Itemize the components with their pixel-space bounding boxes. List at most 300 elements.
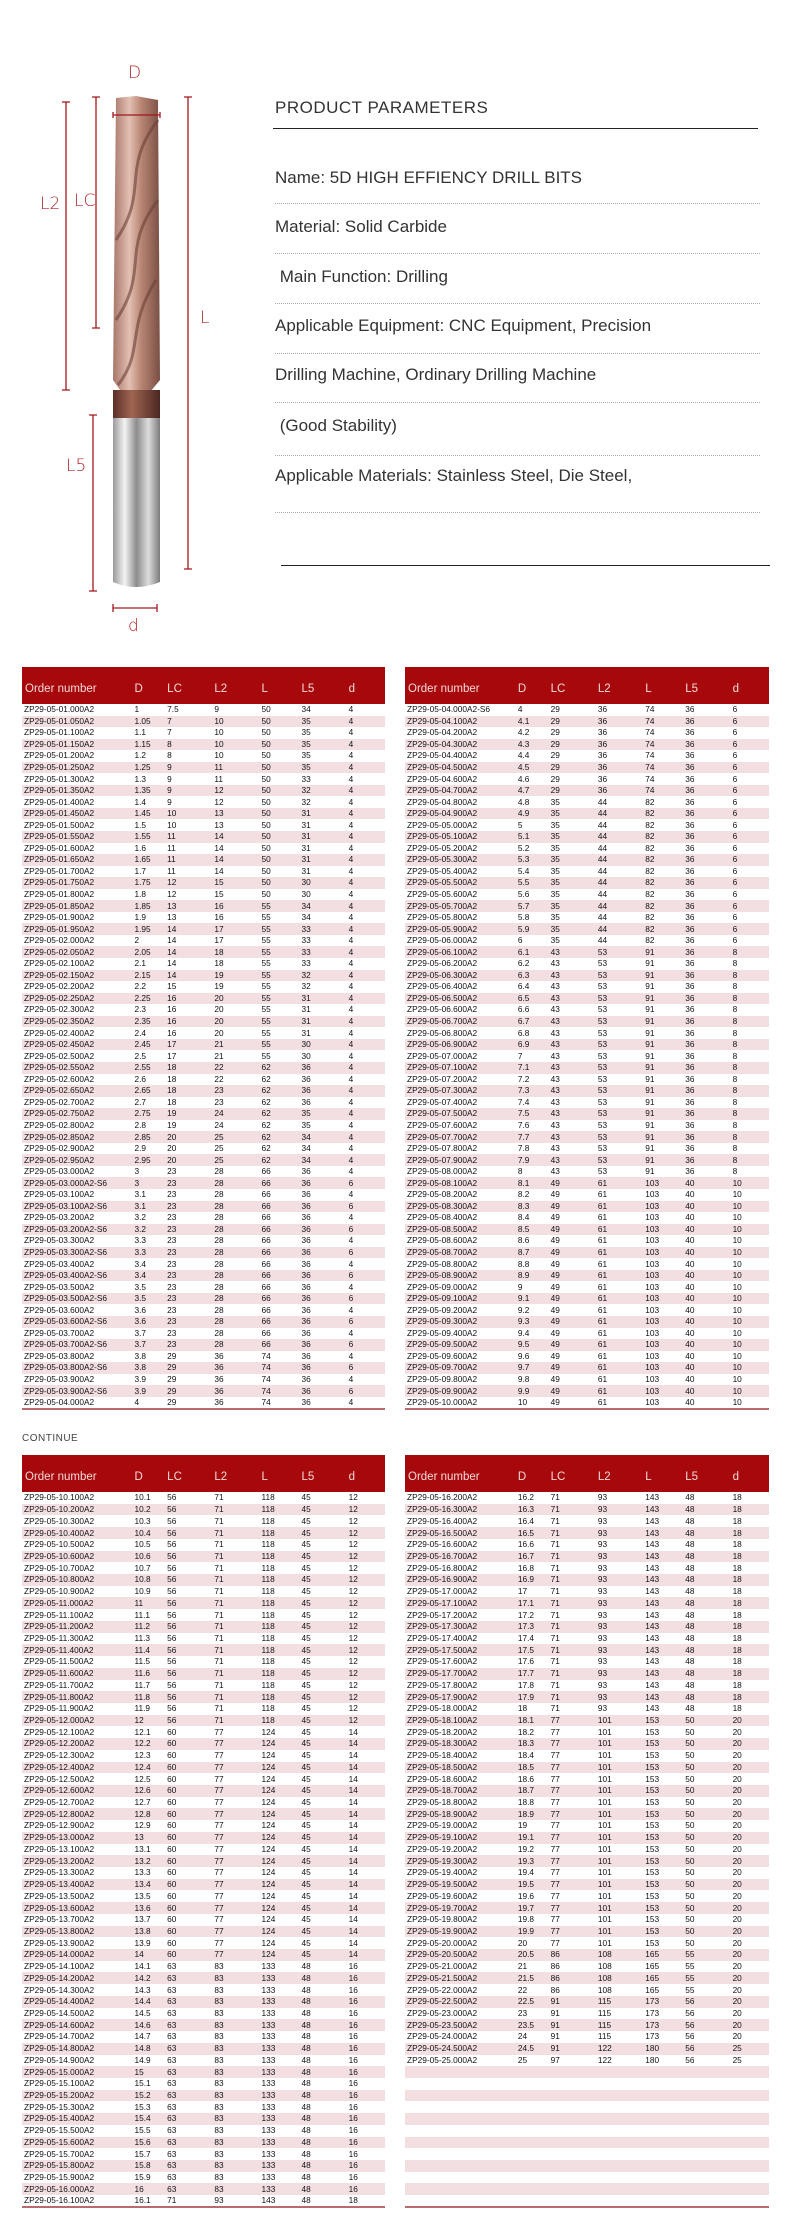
cell-l: 74 [645,716,685,728]
cell-l2: 83 [214,1996,261,2008]
cell-lc: 43 [551,1062,598,1074]
cell-l5: 36 [301,1177,348,1189]
cell-l2: 101 [598,1855,645,1867]
cell-order-number: ZP29-05-05.400A2 [407,865,478,876]
cell-l5: 36 [301,1073,311,1084]
cell-l2: 18 [214,946,261,958]
cell-l5: 33 [301,946,348,958]
cell-lc: 56 [167,1527,214,1539]
cell-d-diameter: 5.5 [518,877,551,889]
cell-l5: 36 [301,1304,311,1315]
cell-shank-d: 6 [732,912,738,923]
cell-l: 91 [645,981,655,992]
cell-shank-d: 12 [349,1715,385,1727]
cell-order-number: ZP29-05-13.000A2 [22,1832,135,1844]
cell-order-number: ZP29-05-07.000A2 [407,1050,478,1061]
cell-l5: 34 [301,900,348,912]
cell-l5: 36 [685,1085,732,1097]
cell-l: 62 [261,1119,271,1130]
table-row [405,1867,769,1879]
table-row [22,1039,385,1051]
cell-order-number: ZP29-05-20.000A2 [407,1937,478,1948]
cell-l2: 77 [214,1949,261,1961]
cell-l2: 36 [598,739,645,751]
cell-d-diameter: 4 [134,1396,140,1407]
cell-d-diameter: 3.3 [134,1235,147,1246]
cell-lc: 14 [167,935,177,946]
cell-lc: 14 [167,970,214,982]
table-row [405,796,769,808]
cell-d-diameter: 13 [135,1832,168,1844]
cell-shank-d: 25 [732,2054,742,2065]
cell-lc: 77 [551,1902,598,1914]
cell-l: 143 [645,1621,685,1633]
table-row [405,1879,769,1891]
cell-shank-d: 12 [348,1539,358,1550]
cell-lc: 49 [550,1373,560,1384]
cell-l5: 35 [301,762,348,774]
table-row [405,1691,769,1703]
cell-lc: 56 [167,1691,214,1703]
cell-lc: 29 [550,773,560,784]
cell-d-diameter: 8.1 [518,1177,551,1189]
cell-d-diameter: 8 [517,1166,523,1177]
cell-lc [551,2172,598,2184]
table-row [22,1189,385,1201]
cell-l5: 40 [685,1373,695,1384]
cell-lc: 63 [167,2183,214,2195]
cell-l: 50 [261,889,271,900]
cell-l: 66 [262,1201,302,1213]
cell-l5: 50 [685,1762,732,1774]
param-equipment-cont: Drilling Machine, Ordinary Drilling Machine [275,365,597,384]
cell-order-number: ZP29-05-09.600A2 [407,1350,478,1361]
cell-l5: 48 [685,1539,695,1550]
cell-l5: 36 [301,1350,311,1361]
cell-order-number: ZP29-05-15.900A2 [24,2172,95,2183]
cell-lc: 49 [551,1385,598,1397]
cell-l: 91 [645,1119,655,1130]
cell-shank-d: 10 [733,1293,769,1305]
cell-l5: 36 [301,1270,348,1282]
cell-order-number: ZP29-05-03.100A2 [24,1189,95,1200]
cell-l2: 53 [598,993,645,1005]
cell-shank-d [733,2090,769,2102]
cell-l2: 101 [597,1867,612,1878]
cell-l: 82 [645,877,685,889]
cell-l2: 71 [214,1586,224,1597]
drill-body [113,96,160,587]
cell-order-number: ZP29-05-01.900A2 [24,912,95,923]
cell-l [645,2113,685,2125]
cell-l2: 36 [214,1396,224,1407]
cell-order-number: ZP29-05-02.300A2 [24,1004,95,1015]
cell-l2: 12 [214,796,224,807]
cell-l: 82 [645,923,685,935]
table-row [405,1362,769,1374]
cell-order-number: ZP29-05-12.000A2 [22,1715,135,1727]
table-row [22,2066,385,2078]
table-row [22,773,385,785]
cell-lc: 14 [167,958,177,969]
cell-order-number: ZP29-05-09.000A2 [407,1281,478,1292]
cell-l2: 16 [214,912,224,923]
cell-l2: 28 [214,1177,261,1189]
cell-d-diameter: 14.7 [134,2031,151,2042]
cell-l2: 83 [214,2019,261,2031]
table-row [405,1914,769,1926]
table-row [22,1914,385,1926]
column-header-l5: L5 [301,667,348,704]
cell-lc: 56 [167,1515,177,1526]
table-row [22,981,385,993]
cell-lc: 35 [550,842,560,853]
cell-l: 103 [645,1362,685,1374]
cell-d-diameter: 15.8 [135,2160,168,2172]
table-row [405,1166,769,1178]
cell-shank-d: 16 [348,1984,358,1995]
cell-l: 153 [645,1914,660,1925]
cell-l5: 48 [685,1515,695,1526]
cell-l: 133 [261,2031,276,2042]
cell-lc: 20 [167,1154,214,1166]
cell-l: 50 [261,819,271,830]
cell-d-diameter: 14.3 [134,1984,151,1995]
cell-order-number: ZP29-05-08.100A2 [405,1177,518,1189]
table-row [405,1832,769,1844]
cell-shank-d: 8 [733,946,769,958]
cell-l5: 45 [301,1750,311,1761]
cell-l2: 93 [598,1691,645,1703]
cell-order-number: ZP29-05-13.600A2 [22,1902,135,1914]
cell-order-number: ZP29-05-08.900A2 [405,1270,518,1282]
cell-d-diameter: 2.25 [135,993,168,1005]
cell-d-diameter: 8.9 [518,1270,551,1282]
cell-l5: 48 [301,1972,348,1984]
cell-l: 103 [645,1304,660,1315]
cell-shank-d: 20 [733,1855,769,1867]
cell-shank-d: 10 [732,1396,742,1407]
cell-lc: 43 [550,1119,560,1130]
cell-l: 153 [645,1808,685,1820]
cell-lc: 77 [550,1773,560,1784]
table-row [22,1621,385,1633]
cell-l: 66 [261,1281,271,1292]
cell-shank-d: 6 [732,796,738,807]
cell-lc: 23 [167,1247,214,1259]
table-row [22,1972,385,1984]
cell-lc: 71 [551,1574,598,1586]
cell-l2: 93 [598,1621,645,1633]
cell-order-number: ZP29-05-19.800A2 [407,1914,478,1925]
cell-shank-d: 14 [348,1867,358,1878]
cell-lc: 86 [551,1972,598,1984]
cell-d-diameter: 1.45 [135,808,168,820]
cell-d-diameter: 6.3 [518,970,551,982]
cell-l5: 36 [685,842,695,853]
cell-lc: 63 [167,2090,214,2102]
cell-order-number: ZP29-05-01.100A2 [24,727,95,738]
cell-order-number: ZP29-05-14.000A2 [22,1949,135,1961]
cell-shank-d: 18 [733,1574,769,1586]
cell-l5: 50 [685,1937,695,1948]
table-row [405,1633,769,1645]
cell-lc: 23 [167,1166,177,1177]
table-row [405,1016,769,1028]
cell-lc: 56 [167,1609,177,1620]
cell-d-diameter: 4.4 [517,750,530,761]
cell-l2: 77 [214,1879,261,1891]
cell-l: 82 [645,819,655,830]
cell-shank-d: 20 [733,1879,769,1891]
cell-lc: 29 [550,727,560,738]
cell-d-diameter: 2.4 [134,1027,147,1038]
cell-l5: 36 [301,1281,311,1292]
cell-lc: 23 [167,1316,214,1328]
cell-shank-d: 6 [732,727,738,738]
cell-l5: 50 [685,1855,732,1867]
divider [275,203,760,204]
cell-l5: 45 [301,1738,348,1750]
cell-d-diameter: 3.1 [134,1189,147,1200]
cell-order-number: ZP29-05-12.600A2 [22,1785,135,1797]
cell-l: 55 [262,1016,302,1028]
cell-l5: 36 [685,1073,695,1084]
cell-lc: 71 [550,1586,560,1597]
cell-l5: 48 [301,1984,311,1995]
table-row [22,1074,385,1086]
cell-order-number: ZP29-05-17.300A2 [405,1621,518,1633]
cell-shank-d: 8 [732,1119,738,1130]
cell-d-diameter: 12.7 [134,1797,151,1808]
cell-order-number: ZP29-05-18.800A2 [407,1797,478,1808]
cell-l2 [598,2101,645,2113]
cell-l5: 45 [301,1808,348,1820]
cell-d-diameter: 1.1 [134,727,147,738]
table-row [405,2008,769,2020]
cell-shank-d: 8 [733,1085,769,1097]
cell-d-diameter: 2.55 [135,1062,168,1074]
cell-shank-d: 12 [349,1574,385,1586]
table-row [22,1949,385,1961]
cell-l2: 53 [598,970,645,982]
cell-d-diameter: 17.4 [517,1632,534,1643]
cell-shank-d: 4 [348,819,354,830]
cell-l2: 61 [597,1396,608,1407]
cell-shank-d: 4 [348,704,354,715]
cell-order-number: ZP29-05-17.600A2 [407,1656,478,1667]
cell-l5: 40 [685,1316,732,1328]
cell-lc: 35 [550,865,560,876]
cell-l: 143 [645,1609,660,1620]
cell-order-number: ZP29-05-10.700A2 [24,1562,95,1573]
empty-table-row [405,2195,769,2207]
cell-lc: 23 [167,1201,214,1213]
table-row [22,2195,385,2207]
cell-l: 173 [645,2007,660,2018]
cell-d-diameter: 17.1 [518,1597,551,1609]
cell-order-number [405,2078,518,2090]
cell-shank-d: 4 [349,739,385,751]
cell-lc [551,2125,598,2137]
cell-d-diameter: 19.7 [518,1902,551,1914]
cell-l5: 40 [685,1235,695,1246]
table-row [22,866,385,878]
cell-shank-d: 4 [348,1304,354,1315]
cell-shank-d: 4 [348,1189,354,1200]
cell-l5: 32 [301,970,348,982]
table-row [405,900,769,912]
cell-order-number: ZP29-05-01.050A2 [22,716,135,728]
cell-shank-d [733,2113,769,2125]
cell-l5: 48 [301,2043,348,2055]
cell-l: 66 [262,1247,302,1259]
cell-l: 50 [262,762,302,774]
table-row [22,1597,385,1609]
cell-d-diameter: 6.7 [518,1016,551,1028]
table-row [22,1797,385,1809]
cell-l: 118 [262,1644,302,1656]
cell-l: 143 [645,1632,660,1643]
cell-lc: 77 [551,1855,598,1867]
cell-order-number: ZP29-05-03.900A2-S6 [22,1385,135,1397]
table-row [22,1562,385,1574]
cell-l: 62 [261,1143,271,1154]
cell-order-number: ZP29-05-12.400A2 [22,1762,135,1774]
cell-d-diameter: 2.65 [135,1085,168,1097]
cell-lc: 63 [167,1996,214,2008]
cell-l5: 50 [685,1726,695,1737]
cell-l [645,2172,685,2184]
cell-d-diameter: 3.6 [134,1304,147,1315]
cell-l5: 36 [685,1004,695,1015]
cell-lc: 71 [550,1679,560,1690]
cell-lc: 71 [551,1644,598,1656]
cell-l2: 61 [597,1189,608,1200]
cell-shank-d: 8 [732,1004,738,1015]
table-header-row [22,667,385,704]
cell-l: 118 [261,1609,275,1620]
cell-l5: 36 [301,1385,348,1397]
table-row [405,946,769,958]
cell-l5: 50 [685,1773,695,1784]
table-row [405,1890,769,1902]
table-row [22,2101,385,2113]
cell-order-number: ZP29-05-14.300A2 [24,1984,95,1995]
cell-l5: 30 [301,1050,311,1061]
cell-shank-d: 6 [733,739,769,751]
cell-l5: 36 [685,1166,695,1177]
cell-d-diameter: 13.8 [135,1926,168,1938]
cell-shank-d: 12 [349,1527,385,1539]
cell-d-diameter: 25 [517,2054,528,2065]
cell-shank-d: 4 [349,993,385,1005]
cell-l: 118 [261,1515,275,1526]
cell-d-diameter: 2.95 [135,1154,168,1166]
cell-order-number: ZP29-05-14.500A2 [24,2007,95,2018]
cell-l: 124 [261,1820,276,1831]
cell-d-diameter: 9.8 [517,1373,530,1384]
cell-d-diameter: 5.4 [517,865,530,876]
table-row [405,773,769,785]
table-row [405,1597,769,1609]
cell-shank-d: 4 [349,923,385,935]
cell-l2: 36 [214,1373,224,1384]
cell-lc: 60 [167,1867,177,1878]
cell-order-number: ZP29-05-10.200A2 [22,1504,135,1516]
cell-order-number: ZP29-05-03.600A2-S6 [22,1316,135,1328]
table-row [405,1374,769,1386]
cell-lc: 43 [551,1039,598,1051]
cell-l: 143 [645,1597,685,1609]
cell-l2: 71 [214,1539,224,1550]
cell-l5: 36 [301,1166,311,1177]
cell-l2: 61 [597,1235,608,1246]
cell-l5: 50 [685,1808,732,1820]
cell-l: 50 [262,739,302,751]
cell-d-diameter: 2.2 [134,981,147,992]
table-row [22,1281,385,1293]
table-row [405,970,769,982]
cell-order-number: ZP29-05-03.600A2 [24,1304,95,1315]
cell-lc: 56 [167,1504,214,1516]
cell-shank-d: 8 [732,1073,738,1084]
cell-l: 66 [261,1258,271,1269]
cell-l2: 44 [598,900,645,912]
cell-d-diameter: 7.4 [517,1096,530,1107]
cell-l2: 53 [597,1073,608,1084]
cell-l: 91 [645,1108,685,1120]
cell-shank-d: 4 [349,1154,385,1166]
cell-l2: 61 [598,1201,645,1213]
cell-l2: 61 [597,1281,608,1292]
cell-order-number: ZP29-05-18.300A2 [405,1738,518,1750]
cell-shank-d: 4 [348,1258,354,1269]
cell-shank-d: 20 [732,2007,742,2018]
cell-lc: 63 [167,2113,214,2125]
table-row [22,1385,385,1397]
cell-order-number: ZP29-05-05.100A2 [405,831,518,843]
table-row [22,1551,385,1563]
table-row [22,1085,385,1097]
cell-order-number: ZP29-05-10.000A2 [407,1396,478,1407]
table-row [22,762,385,774]
cell-d-diameter: 6.2 [517,958,530,969]
cell-shank-d: 18 [733,1644,769,1656]
cell-d-diameter: 4.2 [517,727,530,738]
cell-shank-d: 12 [349,1644,385,1656]
cell-order-number [405,2195,518,2207]
cell-shank-d [733,2066,769,2078]
table-row [405,808,769,820]
cell-order-number: ZP29-05-02.700A2 [24,1096,95,1107]
cell-l2: 93 [598,1527,645,1539]
cell-d-diameter: 7.6 [517,1119,530,1130]
cell-lc: 15 [167,981,177,992]
cell-shank-d: 18 [732,1656,742,1667]
cell-shank-d: 4 [348,1166,354,1177]
table-row [22,2090,385,2102]
cell-lc: 60 [167,1890,177,1901]
cell-lc: 12 [167,877,214,889]
cell-lc: 63 [167,2101,177,2112]
cell-order-number: ZP29-05-08.600A2 [407,1235,478,1246]
cell-shank-d: 6 [349,1293,385,1305]
cell-lc: 49 [550,1327,560,1338]
cell-lc: 49 [551,1177,598,1189]
table-row [405,1808,769,1820]
cell-shank-d: 8 [733,1108,769,1120]
